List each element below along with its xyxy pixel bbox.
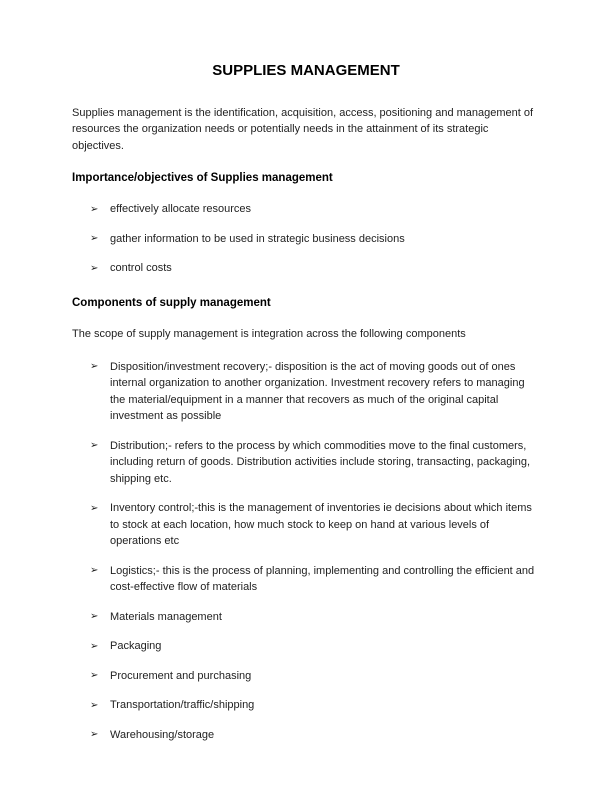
arrow-bullet-icon: ➢ [90, 233, 99, 245]
list-item-text: Transportation/traffic/shipping [110, 699, 255, 711]
arrow-bullet-icon: ➢ [90, 670, 99, 681]
arrow-bullet-icon: ➢ [90, 262, 99, 274]
list-item-text: Disposition/investment recovery;- disposition is the act of moving goods out of ones internal organization to another organization. Investment recovery refers to managing the material/equipment in a manner that recovers as much of the original capital investment as possible [110, 360, 525, 422]
list-item-text: Inventory control;-this is the management of inventories ie decisions about which items to stock at each location, how much stock to keep on hand at various levels of operations etc [110, 502, 532, 547]
importance-list [72, 201, 540, 277]
list-item [90, 638, 540, 655]
list-item [90, 359, 540, 425]
arrow-bullet-icon: ➢ [90, 440, 99, 451]
importance-heading: Importance/objectives of Supplies management [72, 172, 333, 184]
list-item [90, 438, 540, 488]
list-item [90, 609, 540, 626]
list-item-text: gather information to be used in strategic business decisions [110, 232, 405, 245]
list-item [90, 727, 540, 744]
arrow-bullet-icon: ➢ [90, 361, 99, 372]
arrow-bullet-icon: ➢ [90, 729, 99, 740]
list-item [90, 668, 540, 685]
arrow-bullet-icon: ➢ [90, 640, 99, 652]
list-item-text: Procurement and purchasing [110, 669, 252, 682]
components-list [72, 359, 540, 744]
list-item-text: Distribution;- refers to the process by which commodities move to the final customers, including return of goods. Distribution activities include storing, transacting, packaging, shipping etc. [110, 439, 531, 485]
list-item-text: Warehousing/storage [110, 728, 215, 741]
list-item-text: control costs [110, 262, 172, 275]
arrow-bullet-icon: ➢ [90, 203, 99, 215]
arrow-bullet-icon: ➢ [90, 699, 99, 711]
components-intro-paragraph: The scope of supply management is integration across the following components [72, 328, 466, 340]
intro-paragraph: Supplies management is the identification, acquisition, access, positioning and management of resources the organization needs or potentially needs in the attainment of its strategic objectives. [72, 106, 534, 152]
document-title: SUPPLIES MANAGEMENT [212, 62, 400, 79]
arrow-bullet-icon: ➢ [90, 502, 99, 514]
arrow-bullet-icon: ➢ [90, 565, 99, 576]
list-item-text: Packaging [110, 640, 162, 652]
arrow-bullet-icon: ➢ [90, 611, 99, 622]
list-item [90, 260, 540, 277]
list-item [90, 697, 540, 714]
list-item-text: Logistics;- this is the process of planning, implementing and controlling the efficient and cost-effective flow of materials [110, 564, 535, 593]
list-item [90, 563, 540, 596]
list-item [90, 231, 540, 248]
components-heading: Components of supply management [72, 296, 271, 309]
list-item [90, 201, 540, 218]
list-item [90, 500, 540, 550]
list-item-text: Materials management [110, 610, 222, 623]
list-item-text: effectively allocate resources [110, 203, 252, 216]
